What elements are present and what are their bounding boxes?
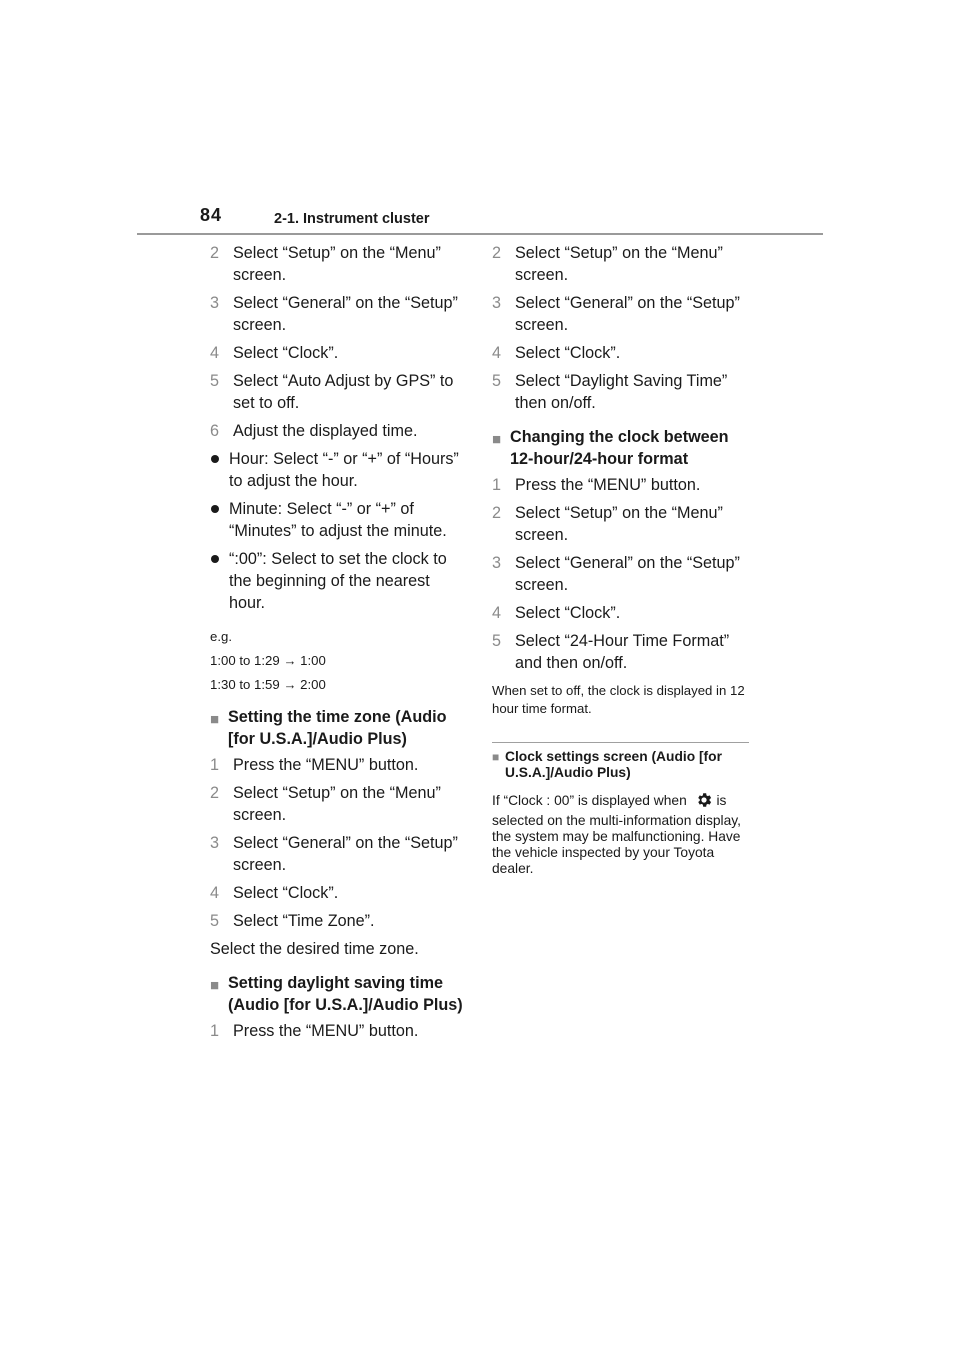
timezone-instruction: Select the desired time zone. [210, 940, 419, 958]
bullet-item: “:00”: Select to set the clock to the beginning of the nearest hour. [210, 548, 468, 614]
step: 2 Select “Setup” on the “Menu” screen. [210, 244, 441, 284]
format-note: When set to off, the clock is displayed in 12 hour time format. [492, 683, 745, 716]
step: 2 Select “Setup” on the “Menu” screen. [210, 784, 441, 824]
left-column [210, 242, 468, 1048]
note-text: If “Clock : 00” is displayed when is selected on the multi-information display, the system may be malfunctioning. Have the vehicle inspected by your Toyota dealer. [492, 793, 741, 876]
bullet-dot-icon [211, 505, 219, 513]
bullet-dot-icon [211, 455, 219, 463]
step: 1 Press the “MENU” button. [210, 756, 419, 774]
step: 5 Select “Daylight Saving Time” then on/off. [492, 372, 728, 412]
page-number: 84 [200, 205, 223, 225]
step: 3 Select “General” on the “Setup” screen. [492, 294, 740, 334]
header-rule [137, 233, 823, 235]
step: 4 Select “Clock”. [210, 344, 339, 362]
step: 6 Adjust the displayed time. [210, 422, 418, 440]
timezone-heading: ■ Setting the time zone (Audio [for U.S.A.]/Audio Plus) [210, 708, 447, 748]
step: 5 Select “24-Hour Time Format” and then on/off. [492, 632, 730, 672]
example-label: e.g. [210, 629, 232, 644]
step: 3 Select “General” on the “Setup” screen. [210, 834, 458, 874]
dst-heading: ■ Setting daylight saving time (Audio [for U.S.A.]/Audio Plus) [210, 974, 463, 1014]
step: 5 Select “Auto Adjust by GPS” to set to off. [210, 372, 454, 412]
step: 4 Select “Clock”. [492, 604, 621, 622]
note-heading: ■ Clock settings screen (Audio [for U.S.A.]/Audio Plus) [492, 749, 722, 780]
step: 4 Select “Clock”. [492, 344, 621, 362]
format-heading: ■ Changing the clock between 12-hour/24-hour format [492, 428, 729, 468]
right-column [492, 242, 752, 877]
page-header [200, 205, 820, 235]
example-line: 1:30 to 1:59 → 2:00 [210, 677, 326, 692]
step: 2 Select “Setup” on the “Menu” screen. [492, 244, 723, 284]
step: 1 Press the “MENU” button. [492, 476, 701, 494]
step: 3 Select “General” on the “Setup” screen. [210, 294, 458, 334]
step: 5 Select “Time Zone”. [210, 912, 375, 930]
example-line: 1:00 to 1:29 → 1:00 [210, 653, 326, 668]
step: 1 Press the “MENU” button. [210, 1022, 419, 1040]
step: 2 Select “Setup” on the “Menu” screen. [492, 504, 723, 544]
gear-icon [695, 791, 713, 813]
section-title: 2-1. Instrument cluster [274, 211, 430, 227]
note-divider [492, 742, 749, 743]
bullet-item: Hour: Select “-” or “+” of “Hours” to adjust the hour. [210, 448, 468, 492]
step: 4 Select “Clock”. [210, 884, 339, 902]
step: 3 Select “General” on the “Setup” screen. [492, 554, 740, 594]
bullet-dot-icon [211, 555, 219, 563]
bullet-item: Minute: Select “-” or “+” of “Minutes” to adjust the minute. [210, 498, 468, 542]
